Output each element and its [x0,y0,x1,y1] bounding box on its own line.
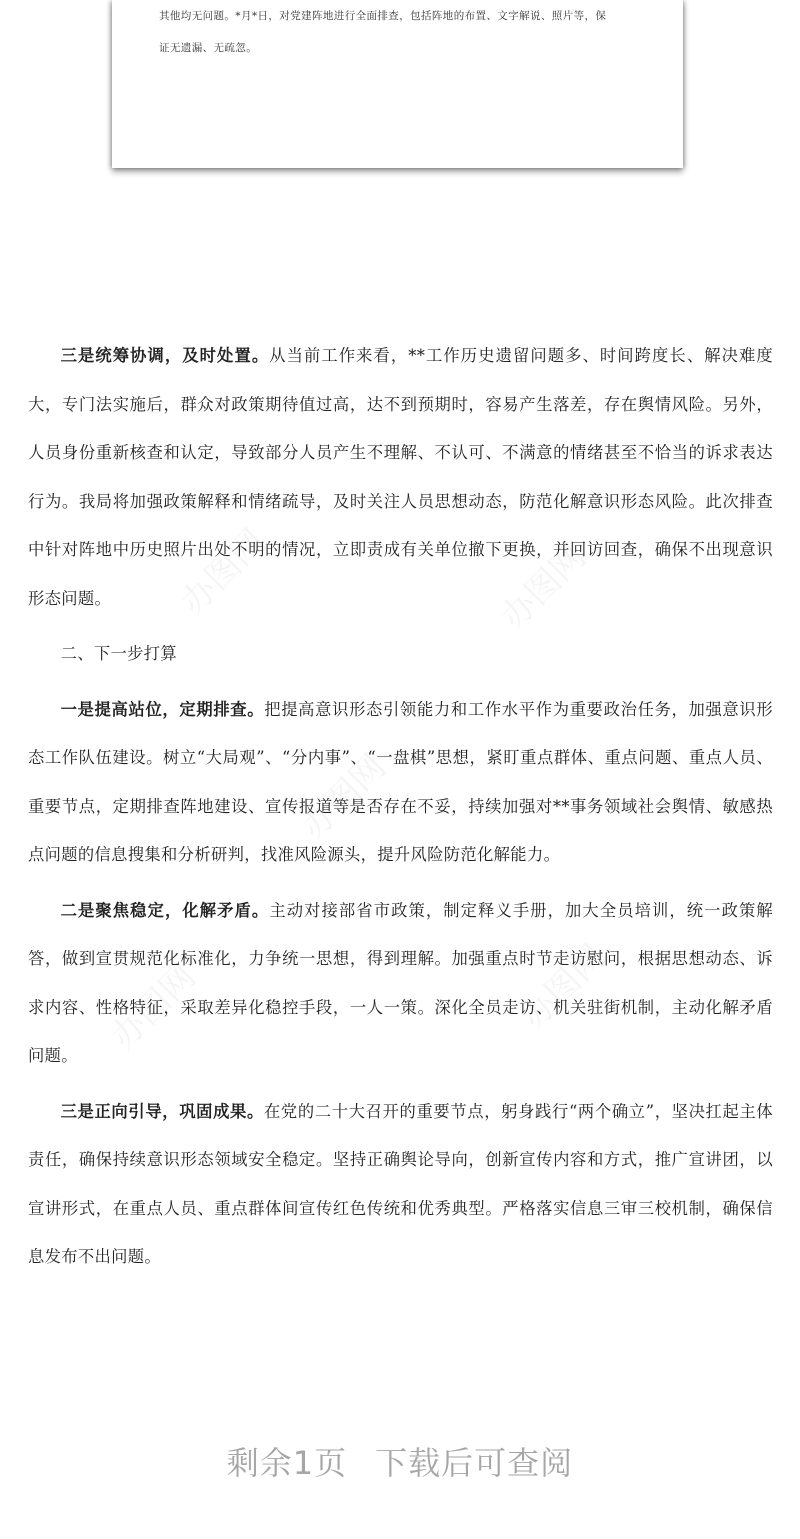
paragraph [28,686,773,880]
paragraph [28,887,773,1081]
paragraph [28,332,773,623]
download-prompt[interactable] [0,1438,800,1484]
paragraph-lead: 一是提高站位，定期排查。 [60,699,265,719]
section-heading: 二、下一步打算 [60,644,178,663]
previous-page-preview [112,0,683,168]
download-hint-label: 下载后可查阅 [375,1444,574,1482]
preview-line: 其他均无问题。*月*日，对党建阵地进行全面排查，包括阵地的布置、文字解说、照片等，保 [159,10,607,22]
remaining-pages-label: 剩余1页 [226,1444,348,1482]
paragraph-lead: 二是聚焦稳定，化解矛盾。 [60,900,270,920]
paragraph-text: 把提高意识形态引领能力和工作水平作为重要政治任务，加强意识形态工作队伍建设。树立“大局观”、“分内事”、“一盘棋”思想，紧盯重点群体、重点问题、重点人员、重要节点，定期排查阵地建设、宣传报道等是否存在不妥，持续加强对**事务领域社会舆情、敏感热点问题的信息搜集和分析研判，找准风险源头，提升风险防范化解能力。 [28,699,773,864]
preview-line: 证无遗漏、无疏忽。 [159,42,258,54]
paragraph-text: 主动对接部省市政策，制定释义手册，加大全员培训，统一政策解答，做到宣贯规范化标准化，力争统一思想，得到理解。加强重点时节走访慰问，根据思想动态、诉求内容、性格特征，采取差异化稳控手段，一人一策。深化全员走访、机关驻街机制，主动化解矛盾问题。 [28,900,773,1065]
paragraph-text: 从当前工作来看，**工作历史遗留问题多、时间跨度长、解决难度大，专门法实施后，群众对政策期待值过高，达不到预期时，容易产生落差，存在舆情风险。另外，人员身份重新核查和认定，导致部分人员产生不理解、不认可、不满意的情绪甚至不恰当的诉求表达行为。我局将加强政策解释和情绪疏导，及时关注人员思想动态，防范化解意识形态风险。此次排查中针对阵地中历史照片出处不明的情况，立即责成有关单位撤下更换，并回访回查，确保不出现意识形态问题。 [28,346,773,608]
paragraph-lead: 三是正向引导，巩固成果。 [60,1101,264,1121]
preview-snippet [159,0,659,64]
document-body [28,332,773,1289]
paragraph-lead: 三是统筹协调，及时处置。 [60,346,270,365]
paragraph-text: 在党的二十大召开的重要节点，躬身践行“两个确立”，坚决扛起主体责任，确保持续意识形态领域安全稳定。坚持正确舆论导向，创新宣传内容和方式，推广宣讲团，以宣讲形式，在重点人员、重点群体间宣传红色传统和优秀典型。严格落实信息三审三校机制，确保信息发布不出问题。 [28,1101,773,1266]
paragraph [28,1088,773,1282]
